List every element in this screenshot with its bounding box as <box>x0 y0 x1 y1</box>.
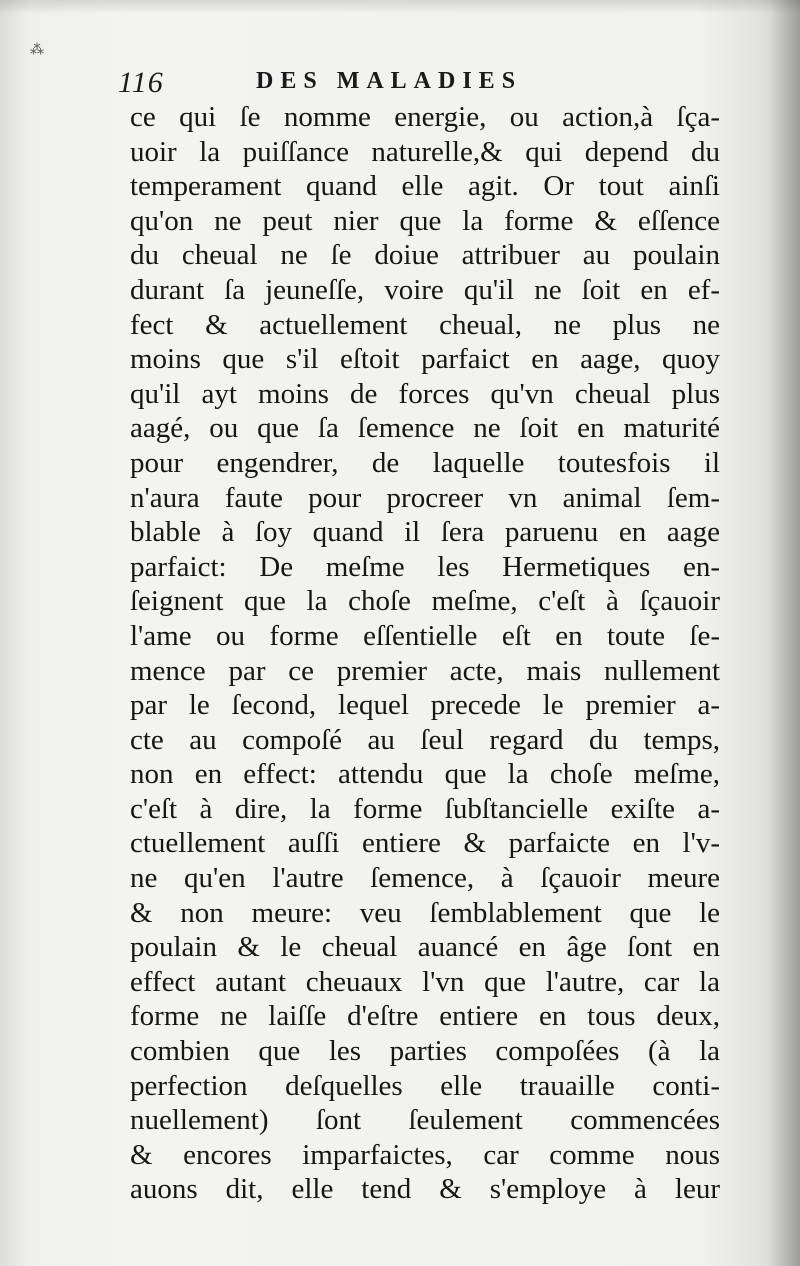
text-line: blable à ſoy quand il ſera paruenu en aage <box>130 516 720 549</box>
text-line: ce qui ſe nomme energie, ou action,à ſça- <box>130 101 720 133</box>
top-shadow <box>0 0 800 14</box>
text-line: n'aura faute pour procreer vn animal ſem- <box>130 481 720 514</box>
header-title: DES MALADIES <box>256 68 523 94</box>
text-line: non en effect: attendu que la choſe meſme, <box>130 758 720 791</box>
corner-mark: ⁂ <box>30 42 45 58</box>
text-line: cte au compoſé au ſeul regard du temps, <box>130 723 720 756</box>
text-line: par le ſecond, lequel precede le premier a- <box>130 689 720 722</box>
text-line: & encores imparfaictes, car comme nous <box>130 1138 720 1171</box>
text-line: qu'il ayt moins de forces qu'vn cheual plus <box>130 377 720 410</box>
text-line: moins que s'il eſtoit parfaict en aage, quoy <box>130 343 720 376</box>
text-line: mence par ce premier acte, mais nullement <box>130 654 720 687</box>
text-line: combien que les parties compoſées (à la <box>130 1035 720 1068</box>
text-line: fect & actuellement cheual, ne plus ne <box>130 308 720 341</box>
text-line: perfection deſquelles elle trauaille conti- <box>130 1069 720 1102</box>
text-line: uoir la puiſſance naturelle,& qui depend du <box>130 135 720 168</box>
text-line: poulain & le cheual auancé en âge ſont en <box>130 931 720 964</box>
text-line: l'ame ou forme eſſentielle eſt en toute ſe- <box>130 619 720 652</box>
text-line: temperament quand elle agit. Or tout ainſi <box>130 170 720 203</box>
text-line: ſeignent que la choſe meſme, c'eſt à ſçauoir <box>130 585 720 618</box>
text-line: aagé, ou que ſa ſemence ne ſoit en maturité <box>130 412 720 445</box>
text-line: ne qu'en l'autre ſemence, à ſçauoir meure <box>130 862 720 895</box>
page-number: 116 <box>118 66 164 99</box>
text-line: ctuellement auſſi entiere & parfaicte en l'v- <box>130 827 720 860</box>
page-edge-shadow <box>770 0 800 1266</box>
text-line: parfaict: De meſme les Hermetiques en- <box>130 550 720 583</box>
text-line: c'eſt à dire, la forme ſubſtancielle exiſte a- <box>130 792 720 825</box>
text-line: qu'on ne peut nier que la forme & eſſence <box>130 204 720 237</box>
text-line: forme ne laiſſe d'eſtre entiere en tous deux, <box>130 1000 720 1033</box>
body-text <box>130 100 720 1207</box>
text-line: nuellement) ſont ſeulement commencées <box>130 1104 720 1137</box>
text-line: effect autant cheuaux l'vn que l'autre, car la <box>130 965 720 998</box>
text-line: pour engendrer, de laquelle toutesfois il <box>130 446 720 479</box>
text-line: durant ſa jeuneſſe, voire qu'il ne ſoit en ef- <box>130 273 720 306</box>
text-line: auons dit, elle tend & s'employe à leur <box>130 1173 720 1206</box>
running-head <box>118 66 718 102</box>
text-line: & non meure: veu ſemblablement que le <box>130 896 720 929</box>
text-line: du cheual ne ſe doiue attribuer au poulain <box>130 239 720 272</box>
